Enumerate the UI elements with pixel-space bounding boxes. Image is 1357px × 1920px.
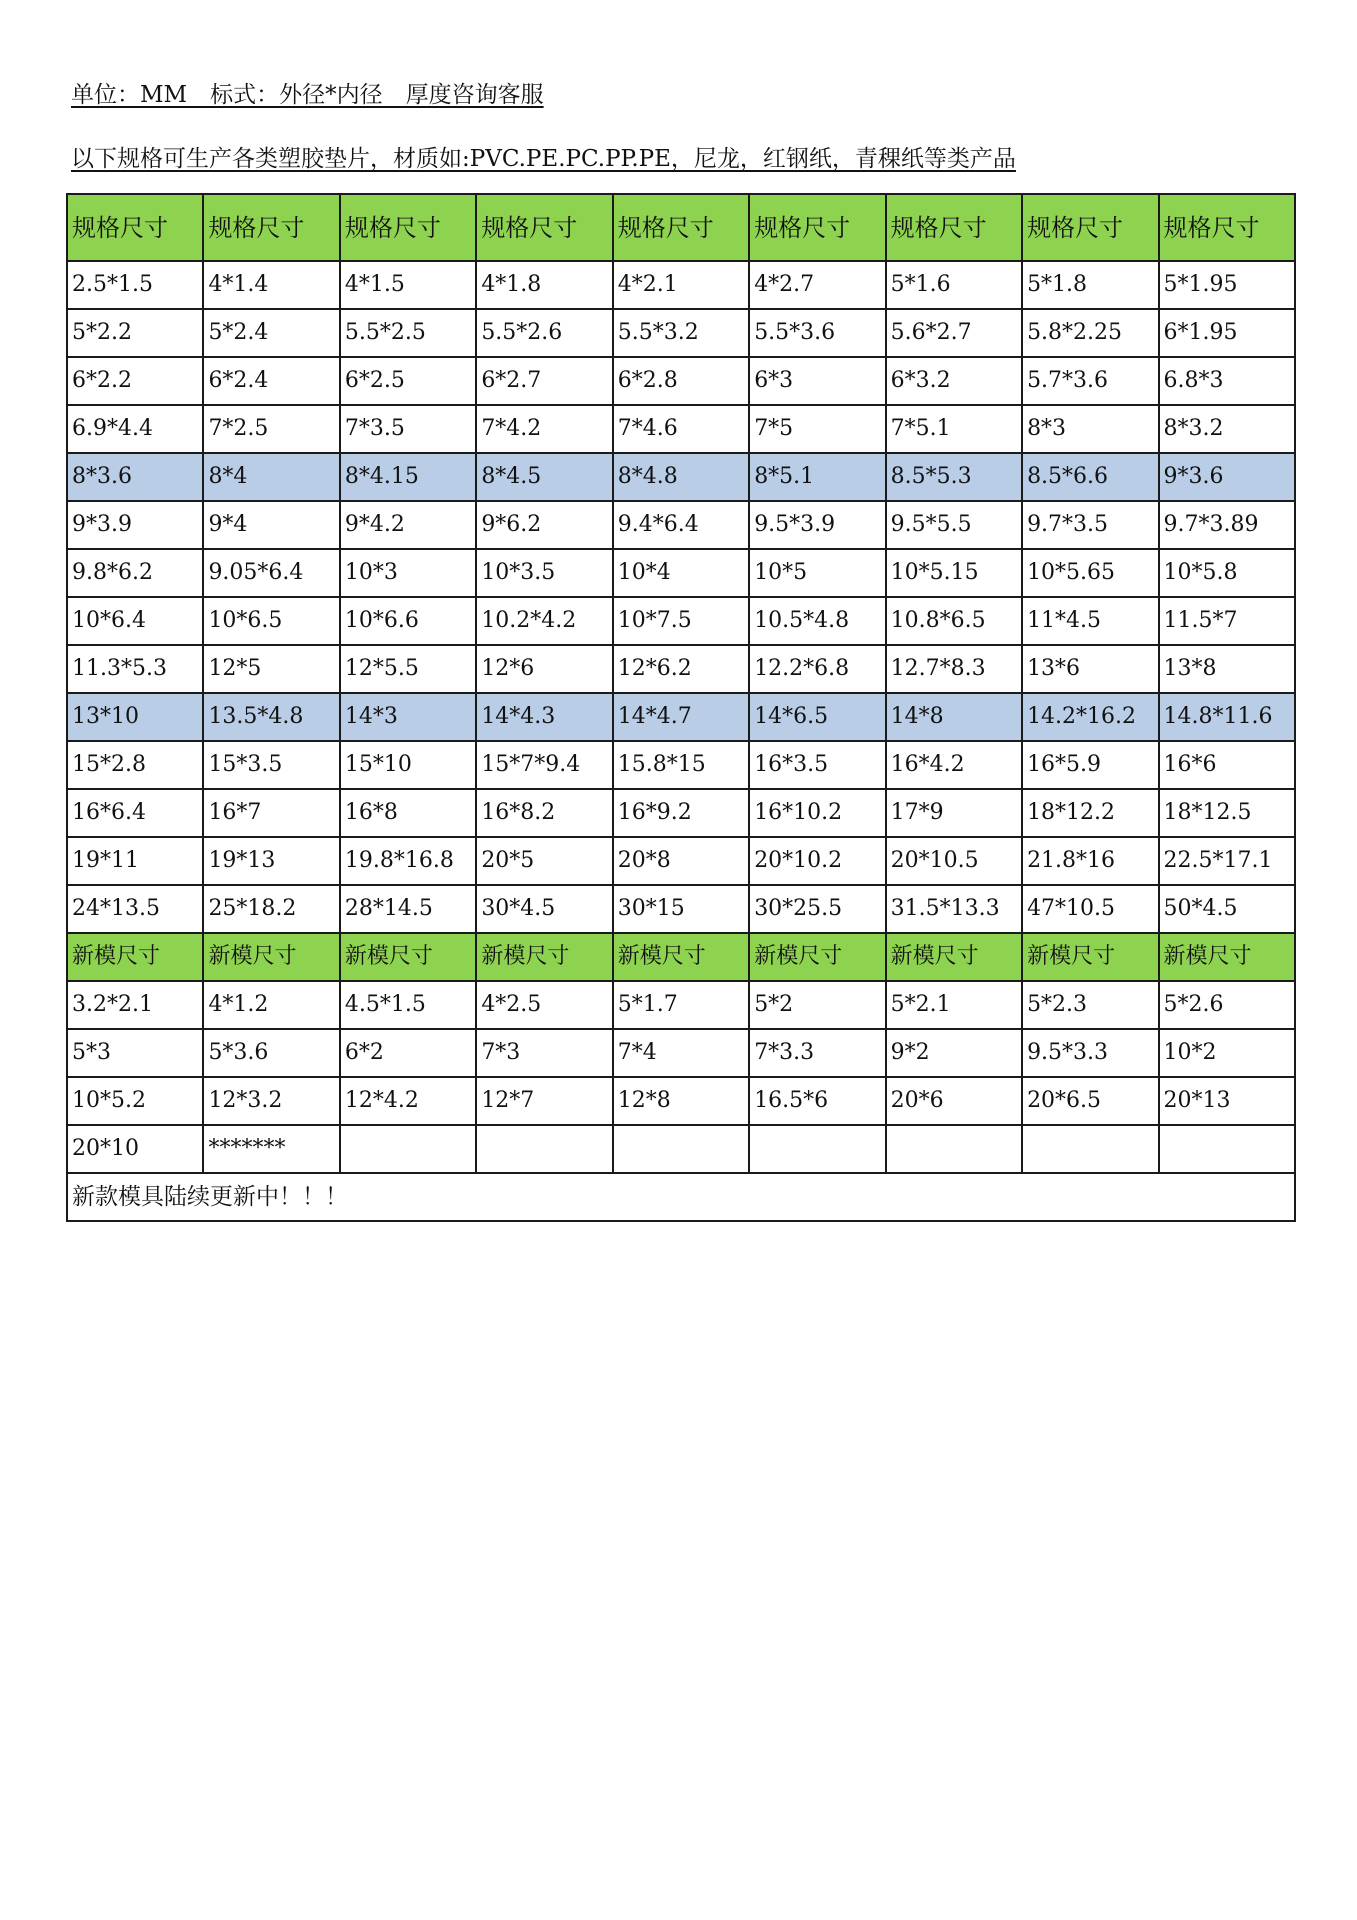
table-row bbox=[67, 789, 1295, 837]
size-cell: 7*4 bbox=[613, 1029, 749, 1077]
size-cell: 2.5*1.5 bbox=[67, 261, 203, 309]
size-cell: 6*3 bbox=[749, 357, 885, 405]
size-cell: 8*4.5 bbox=[476, 453, 612, 501]
header-cell: 新模尺寸 bbox=[749, 933, 885, 981]
size-cell: 9.05*6.4 bbox=[203, 549, 339, 597]
size-cell: 14*4.3 bbox=[476, 693, 612, 741]
size-cell: 11.5*7 bbox=[1159, 597, 1296, 645]
size-cell bbox=[1022, 1125, 1158, 1173]
size-cell: 31.5*13.3 bbox=[886, 885, 1022, 933]
table-row bbox=[67, 405, 1295, 453]
size-cell: 15*2.8 bbox=[67, 741, 203, 789]
table-row bbox=[67, 261, 1295, 309]
size-cell: 8*4.8 bbox=[613, 453, 749, 501]
size-cell: 7*5 bbox=[749, 405, 885, 453]
size-cell: 13*6 bbox=[1022, 645, 1158, 693]
size-cell: 6*2.2 bbox=[67, 357, 203, 405]
size-cell: 5*2 bbox=[749, 981, 885, 1029]
size-cell: 7*4.2 bbox=[476, 405, 612, 453]
size-cell: 13*8 bbox=[1159, 645, 1296, 693]
size-cell: 10.2*4.2 bbox=[476, 597, 612, 645]
table-row bbox=[67, 885, 1295, 933]
header-cell: 新模尺寸 bbox=[67, 933, 203, 981]
table-row bbox=[67, 453, 1295, 501]
size-cell: 10*5.2 bbox=[67, 1077, 203, 1125]
size-cell: 9.5*5.5 bbox=[886, 501, 1022, 549]
size-cell: 6*2.7 bbox=[476, 357, 612, 405]
table-row bbox=[67, 1077, 1295, 1125]
table-row bbox=[67, 357, 1295, 405]
size-cell: 5.8*2.25 bbox=[1022, 309, 1158, 357]
table-row bbox=[67, 309, 1295, 357]
size-cell: 9.7*3.89 bbox=[1159, 501, 1296, 549]
size-cell: 10*2 bbox=[1159, 1029, 1296, 1077]
size-cell: 6*2.8 bbox=[613, 357, 749, 405]
header-cell: 规格尺寸 bbox=[613, 194, 749, 261]
size-cell: 10*3.5 bbox=[476, 549, 612, 597]
size-cell: 16*4.2 bbox=[886, 741, 1022, 789]
size-cell: 9*6.2 bbox=[476, 501, 612, 549]
size-cell: 7*2.5 bbox=[203, 405, 339, 453]
size-cell: 25*18.2 bbox=[203, 885, 339, 933]
size-cell: 10*6.5 bbox=[203, 597, 339, 645]
size-cell: 18*12.2 bbox=[1022, 789, 1158, 837]
spec-table bbox=[66, 193, 1296, 1222]
size-cell: 16*7 bbox=[203, 789, 339, 837]
new-mold-header-row bbox=[67, 933, 1295, 981]
header-cell: 规格尺寸 bbox=[886, 194, 1022, 261]
header-cell: 新模尺寸 bbox=[886, 933, 1022, 981]
size-cell: 17*9 bbox=[886, 789, 1022, 837]
table-row bbox=[67, 741, 1295, 789]
table-row bbox=[67, 1125, 1295, 1173]
size-cell: 9*3.9 bbox=[67, 501, 203, 549]
size-cell: 12*3.2 bbox=[203, 1077, 339, 1125]
unit-note: 单位：MM 标式：外径*内径 厚度咨询客服 bbox=[71, 82, 544, 108]
material-note: 以下规格可生产各类塑胶垫片，材质如:PVC.PE.PC.PP.PE，尼龙，红钢纸，青稞纸等类产品 bbox=[71, 146, 1016, 172]
size-cell: 5*2.6 bbox=[1159, 981, 1296, 1029]
size-cell: 5*1.6 bbox=[886, 261, 1022, 309]
size-cell: 12*8 bbox=[613, 1077, 749, 1125]
spec-table-body bbox=[67, 194, 1295, 1221]
size-cell: 10*5.15 bbox=[886, 549, 1022, 597]
size-cell: 9*4 bbox=[203, 501, 339, 549]
size-cell: 9*4.2 bbox=[340, 501, 476, 549]
size-cell: 8.5*6.6 bbox=[1022, 453, 1158, 501]
table-row bbox=[67, 549, 1295, 597]
size-cell: 50*4.5 bbox=[1159, 885, 1296, 933]
table-row bbox=[67, 837, 1295, 885]
size-cell: 5*3 bbox=[67, 1029, 203, 1077]
size-cell: 6*3.2 bbox=[886, 357, 1022, 405]
size-cell: 30*15 bbox=[613, 885, 749, 933]
size-cell: 12*5.5 bbox=[340, 645, 476, 693]
size-cell: 16*5.9 bbox=[1022, 741, 1158, 789]
size-cell: 10*5.8 bbox=[1159, 549, 1296, 597]
size-cell: 4*2.1 bbox=[613, 261, 749, 309]
size-cell: 12*5 bbox=[203, 645, 339, 693]
size-cell: 20*6 bbox=[886, 1077, 1022, 1125]
size-cell: 9.7*3.5 bbox=[1022, 501, 1158, 549]
size-cell: 8.5*5.3 bbox=[886, 453, 1022, 501]
size-cell: 16*6.4 bbox=[67, 789, 203, 837]
size-cell: 5*1.7 bbox=[613, 981, 749, 1029]
size-cell: 20*10.5 bbox=[886, 837, 1022, 885]
size-cell: 14*8 bbox=[886, 693, 1022, 741]
header-cell: 规格尺寸 bbox=[476, 194, 612, 261]
table-header-row bbox=[67, 194, 1295, 261]
size-cell: 7*4.6 bbox=[613, 405, 749, 453]
size-cell: 10.5*4.8 bbox=[749, 597, 885, 645]
size-cell bbox=[340, 1125, 476, 1173]
size-cell: 4*2.7 bbox=[749, 261, 885, 309]
size-cell: 20*6.5 bbox=[1022, 1077, 1158, 1125]
size-cell: 16*8.2 bbox=[476, 789, 612, 837]
table-row bbox=[67, 645, 1295, 693]
size-cell: 13*10 bbox=[67, 693, 203, 741]
size-cell: 6.8*3 bbox=[1159, 357, 1296, 405]
size-cell: 7*3 bbox=[476, 1029, 612, 1077]
size-cell: 5*1.8 bbox=[1022, 261, 1158, 309]
size-cell: 6*2.4 bbox=[203, 357, 339, 405]
size-cell: 15*3.5 bbox=[203, 741, 339, 789]
size-cell bbox=[749, 1125, 885, 1173]
size-cell: 19.8*16.8 bbox=[340, 837, 476, 885]
table-row bbox=[67, 501, 1295, 549]
size-cell: 4*1.8 bbox=[476, 261, 612, 309]
size-cell: ******* bbox=[203, 1125, 339, 1173]
header-cell: 规格尺寸 bbox=[749, 194, 885, 261]
size-cell: 4*2.5 bbox=[476, 981, 612, 1029]
size-cell: 15*7*9.4 bbox=[476, 741, 612, 789]
header-cell: 规格尺寸 bbox=[1022, 194, 1158, 261]
size-cell: 5*2.4 bbox=[203, 309, 339, 357]
table-row bbox=[67, 1029, 1295, 1077]
size-cell: 16*9.2 bbox=[613, 789, 749, 837]
size-cell: 11*4.5 bbox=[1022, 597, 1158, 645]
size-cell: 9.5*3.3 bbox=[1022, 1029, 1158, 1077]
size-cell: 10*7.5 bbox=[613, 597, 749, 645]
footer-row bbox=[67, 1173, 1295, 1221]
size-cell: 13.5*4.8 bbox=[203, 693, 339, 741]
size-cell: 12*4.2 bbox=[340, 1077, 476, 1125]
size-cell: 9*2 bbox=[886, 1029, 1022, 1077]
size-cell: 10*5.65 bbox=[1022, 549, 1158, 597]
size-cell: 28*14.5 bbox=[340, 885, 476, 933]
size-cell: 9.8*6.2 bbox=[67, 549, 203, 597]
size-cell: 20*10.2 bbox=[749, 837, 885, 885]
size-cell: 9.4*6.4 bbox=[613, 501, 749, 549]
size-cell: 6*2.5 bbox=[340, 357, 476, 405]
table-row bbox=[67, 597, 1295, 645]
header-cell: 规格尺寸 bbox=[1159, 194, 1296, 261]
size-cell: 5*2.2 bbox=[67, 309, 203, 357]
size-cell: 18*12.5 bbox=[1159, 789, 1296, 837]
header-cell: 新模尺寸 bbox=[613, 933, 749, 981]
size-cell: 6*1.95 bbox=[1159, 309, 1296, 357]
header-cell: 新模尺寸 bbox=[476, 933, 612, 981]
size-cell: 5.7*3.6 bbox=[1022, 357, 1158, 405]
size-cell: 24*13.5 bbox=[67, 885, 203, 933]
size-cell: 6.9*4.4 bbox=[67, 405, 203, 453]
size-cell: 16.5*6 bbox=[749, 1077, 885, 1125]
update-notice: 新款模具陆续更新中！！！ bbox=[67, 1173, 1295, 1221]
size-cell: 19*11 bbox=[67, 837, 203, 885]
size-cell: 6*2 bbox=[340, 1029, 476, 1077]
size-cell bbox=[886, 1125, 1022, 1173]
size-cell: 4*1.2 bbox=[203, 981, 339, 1029]
size-cell: 5.5*3.2 bbox=[613, 309, 749, 357]
size-cell: 15.8*15 bbox=[613, 741, 749, 789]
size-cell: 47*10.5 bbox=[1022, 885, 1158, 933]
size-cell: 20*13 bbox=[1159, 1077, 1296, 1125]
size-cell: 20*10 bbox=[67, 1125, 203, 1173]
size-cell: 5.5*2.6 bbox=[476, 309, 612, 357]
size-cell: 12*7 bbox=[476, 1077, 612, 1125]
size-cell: 16*8 bbox=[340, 789, 476, 837]
size-cell: 16*10.2 bbox=[749, 789, 885, 837]
size-cell: 14.8*11.6 bbox=[1159, 693, 1296, 741]
size-cell: 16*6 bbox=[1159, 741, 1296, 789]
size-cell: 21.8*16 bbox=[1022, 837, 1158, 885]
size-cell: 5*2.3 bbox=[1022, 981, 1158, 1029]
table-row bbox=[67, 693, 1295, 741]
size-cell: 10*4 bbox=[613, 549, 749, 597]
size-cell: 4.5*1.5 bbox=[340, 981, 476, 1029]
size-cell: 19*13 bbox=[203, 837, 339, 885]
size-cell: 8*5.1 bbox=[749, 453, 885, 501]
size-cell: 5.5*2.5 bbox=[340, 309, 476, 357]
size-cell: 4*1.4 bbox=[203, 261, 339, 309]
size-cell: 10*6.4 bbox=[67, 597, 203, 645]
size-cell: 22.5*17.1 bbox=[1159, 837, 1296, 885]
size-cell: 12*6.2 bbox=[613, 645, 749, 693]
header-cell: 新模尺寸 bbox=[1159, 933, 1296, 981]
size-cell: 20*5 bbox=[476, 837, 612, 885]
size-cell: 8*3.2 bbox=[1159, 405, 1296, 453]
size-cell: 5.5*3.6 bbox=[749, 309, 885, 357]
size-cell: 8*3 bbox=[1022, 405, 1158, 453]
size-cell: 8*4.15 bbox=[340, 453, 476, 501]
size-cell bbox=[613, 1125, 749, 1173]
size-cell: 3.2*2.1 bbox=[67, 981, 203, 1029]
size-cell: 30*25.5 bbox=[749, 885, 885, 933]
size-cell: 10*6.6 bbox=[340, 597, 476, 645]
size-cell: 14*6.5 bbox=[749, 693, 885, 741]
size-cell: 8*4 bbox=[203, 453, 339, 501]
size-cell: 10*3 bbox=[340, 549, 476, 597]
size-cell: 16*3.5 bbox=[749, 741, 885, 789]
size-cell bbox=[1159, 1125, 1296, 1173]
size-cell: 8*3.6 bbox=[67, 453, 203, 501]
size-cell: 14*4.7 bbox=[613, 693, 749, 741]
size-cell: 14*3 bbox=[340, 693, 476, 741]
size-cell: 5*2.1 bbox=[886, 981, 1022, 1029]
size-cell: 15*10 bbox=[340, 741, 476, 789]
header-cell: 规格尺寸 bbox=[340, 194, 476, 261]
size-cell: 7*3.3 bbox=[749, 1029, 885, 1077]
size-cell: 9.5*3.9 bbox=[749, 501, 885, 549]
size-cell: 5*3.6 bbox=[203, 1029, 339, 1077]
header-cell: 新模尺寸 bbox=[1022, 933, 1158, 981]
size-cell: 14.2*16.2 bbox=[1022, 693, 1158, 741]
size-cell: 12.7*8.3 bbox=[886, 645, 1022, 693]
size-cell: 30*4.5 bbox=[476, 885, 612, 933]
header-cell: 规格尺寸 bbox=[203, 194, 339, 261]
size-cell: 11.3*5.3 bbox=[67, 645, 203, 693]
header-cell: 新模尺寸 bbox=[203, 933, 339, 981]
size-cell: 12.2*6.8 bbox=[749, 645, 885, 693]
size-cell: 10.8*6.5 bbox=[886, 597, 1022, 645]
header-cell: 新模尺寸 bbox=[340, 933, 476, 981]
size-cell: 20*8 bbox=[613, 837, 749, 885]
size-cell: 5.6*2.7 bbox=[886, 309, 1022, 357]
table-row bbox=[67, 981, 1295, 1029]
size-cell: 5*1.95 bbox=[1159, 261, 1296, 309]
size-cell bbox=[476, 1125, 612, 1173]
size-cell: 10*5 bbox=[749, 549, 885, 597]
size-cell: 12*6 bbox=[476, 645, 612, 693]
header-cell: 规格尺寸 bbox=[67, 194, 203, 261]
size-cell: 7*3.5 bbox=[340, 405, 476, 453]
size-cell: 7*5.1 bbox=[886, 405, 1022, 453]
size-cell: 4*1.5 bbox=[340, 261, 476, 309]
size-cell: 9*3.6 bbox=[1159, 453, 1296, 501]
